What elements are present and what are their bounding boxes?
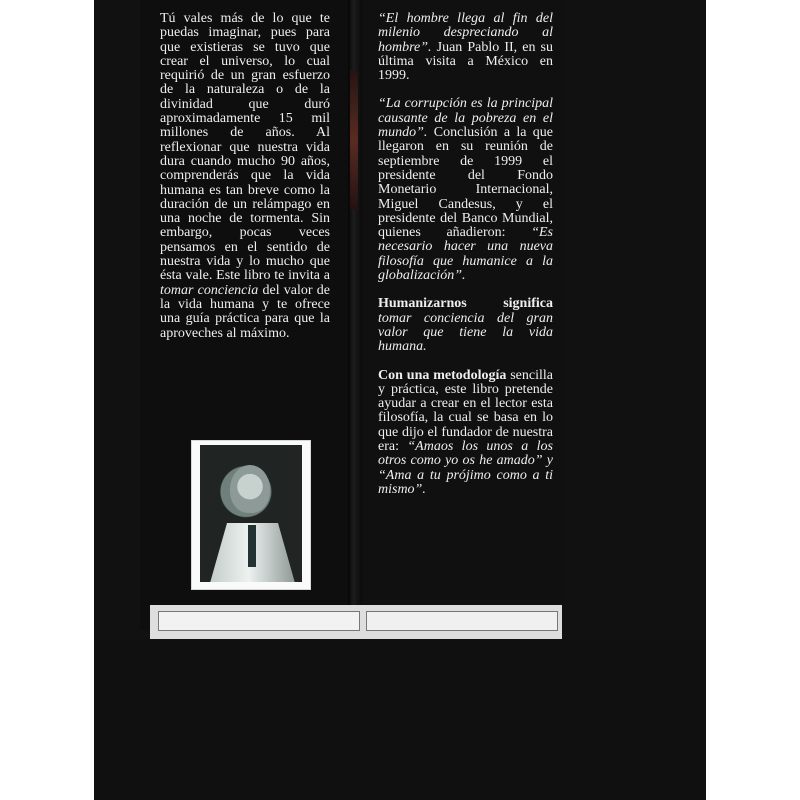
left-main-text: Tú vales más de lo que te puedas imaginar, pues para que existieras se tuvo que crear el universo, lo cual requirió de un gran esfuerzo de la naturaleza o de la divinidad que duró aproximadamente 15 mil millones de años. Al reflexionar que nuestra vida dura cuando mucho 90 años, comprenderás que la vida humana es tan breve como la duración de un relámpago en una noche de tormenta. Sin embargo, pocas veces pensamos en el sentido de nuestra vida y lo mucho que ésta vale. Este libro te invita a [160, 11, 330, 284]
red-edge [350, 70, 358, 210]
quote-1: “El hombre llega al fin del milenio despreciando al hombre”. [378, 11, 553, 55]
left-paragraph [160, 12, 330, 341]
left-text-column [160, 12, 330, 355]
humanize-block [378, 297, 553, 354]
left-emphasis: tomar conciencia [160, 282, 259, 298]
humanize-bold-text: Humanizarnos significa [378, 296, 553, 312]
method-quote: “Amaos los unos a los otros como yo os he amado” y “Ama a tu prójimo como a ti mismo”. [378, 439, 553, 497]
bottom-paper-strip [150, 605, 562, 639]
author-tie [248, 525, 256, 567]
humanize-italic-text: tomar conciencia del gran valor que tiene la vida humana. [378, 310, 553, 355]
quote-3: “Es necesario hacer una nueva filosofía que humanice a la globalización”. [378, 225, 553, 284]
right-text-column [378, 12, 553, 511]
quote-block-2 [378, 97, 553, 283]
quote-block-1 [378, 12, 553, 83]
author-photo-frame [191, 440, 311, 590]
quote-2: “La corrupción es la principal causante de la pobreza en el mundo”. [378, 96, 553, 141]
lower-background [94, 639, 706, 800]
author-head [230, 465, 270, 513]
method-text: sencilla y práctica, este libro pretende ayudar a crear en el lector esta filosofía, la cual se basa en lo que dijo el fundador de nuestra era: [378, 367, 553, 455]
left-ending-text: del valor de la vida humana y te ofrece una guía práctica para que la aproveches al máximo. [160, 282, 330, 341]
method-block [378, 369, 553, 498]
author-photo [200, 445, 302, 582]
method-bold-text: Con una metodología [378, 367, 507, 383]
quote-2-attribution: Conclusión a la que llegaron en su reunión de septiembre de 1999 el presidente del Fondo Monetario Internacional, Miguel Candesus, y el presidente del Banco Mundial, quienes añadieron: [378, 125, 554, 241]
quote-1-attribution: Juan Pablo II, en su última visita a México en 1999. [378, 39, 554, 84]
